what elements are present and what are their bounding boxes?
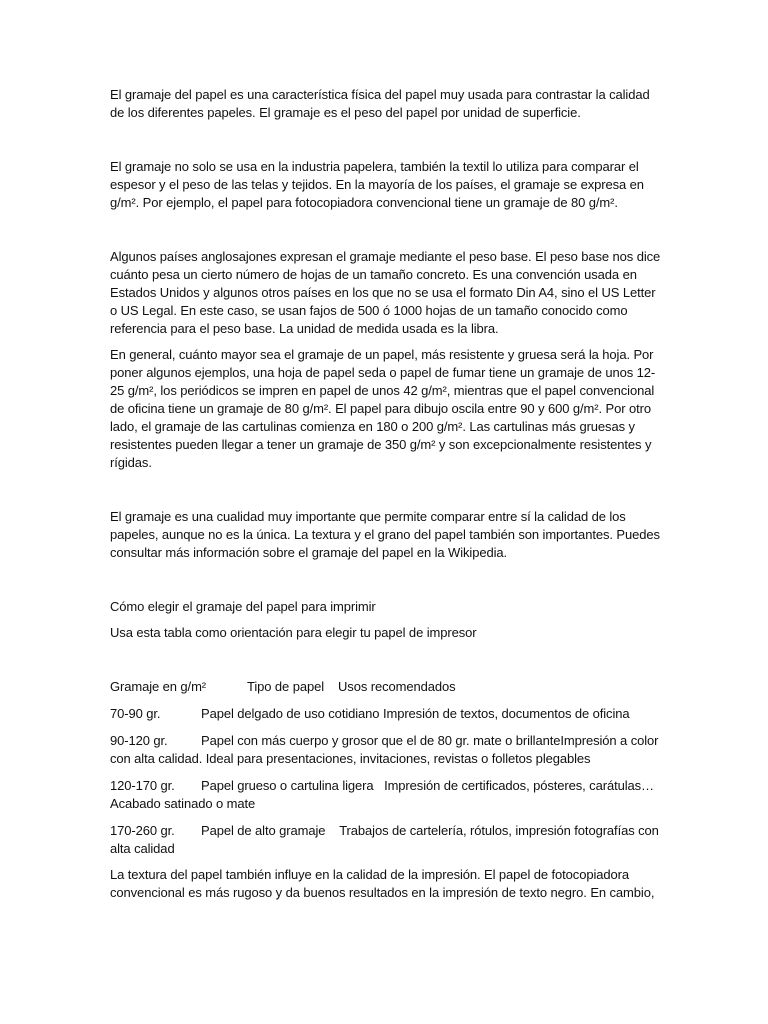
table-cell-tipo: Papel de alto gramaje [201, 823, 326, 838]
table-header-tipo: Tipo de papel [247, 679, 324, 694]
table-cell-gramaje: 90-120 gr. [110, 733, 168, 748]
table-header-usos: Usos recomendados [338, 679, 456, 694]
table-cell-usos: Impresión de textos, documentos de oficina [382, 706, 630, 721]
paragraph-definicion: El gramaje del papel es una característica física del papel muy usada para contrastar la calidad de los diferentes papeles. El gramaje es el peso del papel por unidad de superficie. [110, 87, 650, 120]
table-row [110, 777, 662, 813]
table-row [110, 732, 662, 768]
paragraph-industria: El gramaje no solo se usa en la industria papelera, también la textil lo utiliza para comparar el espesor y el peso de las telas y tejidos. En la mayoría de los países, el gramaje se expresa en g/m². Por ejemplo, el papel para fotocopiadora convencional tiene un gramaje de 80 g/m². [110, 159, 644, 210]
table-cell-gramaje: 170-260 gr. [110, 823, 175, 838]
table-cell-gramaje: 70-90 gr. [110, 706, 161, 721]
table-cell-usos: Trabajos de cartelería, rótulos, impresión fotografías con alta calidad [110, 823, 659, 856]
table-intro: Usa esta tabla como orientación para elegir tu papel de impresor [110, 625, 477, 640]
paragraph-calidad: El gramaje es una cualidad muy importante que permite comparar entre sí la calidad de los papeles, aunque no es la única. La textura y el grano del papel también son importantes. Puedes consultar más información sobre el gramaje del papel en la Wikipedia. [110, 509, 660, 560]
paragraph-ejemplos: En general, cuánto mayor sea el gramaje de un papel, más resistente y gruesa será la hoja. Por poner algunos ejemplos, una hoja de papel seda o papel de fumar tiene un gramaje de unos 12-25 g/m², los periódicos se impren en papel de unos 42 g/m², mientras que el papel convencional de oficina tiene un gramaje de 80 g/m². El papel para dibujo oscila entre 90 y 600 g/m². Por otro lado, el gramaje de las cartulinas comienza en 180 o 200 g/m². Las cartulinas más gruesas y resistentes pueden llegar a tener un gramaje de 350 g/m² y son excepcionalmente resistentes y rígidas. [110, 347, 656, 470]
document-page [110, 86, 662, 902]
table-row [110, 822, 662, 858]
table-cell-tipo: Papel grueso o cartulina ligera [201, 778, 374, 793]
table-header-row [110, 678, 662, 696]
table-cell-tipo: Papel delgado de uso cotidiano [201, 706, 380, 721]
table-cell-usos: Impresión de certificados, pósteres, carátulas… Acabado satinado o mate [110, 778, 654, 811]
paragraph-textura: La textura del papel también influye en la calidad de la impresión. El papel de fotocopiadora convencional es más rugoso y da buenos resultados en la impresión de texto negro. En cambio, [110, 867, 655, 900]
section-heading: Cómo elegir el gramaje del papel para imprimir [110, 599, 376, 614]
table-header-gramaje: Gramaje en g/m² [110, 679, 207, 694]
paragraph-peso-base: Algunos países anglosajones expresan el gramaje mediante el peso base. El peso base nos dice cuánto pesa un cierto número de hojas de un tamaño concreto. Es una convención usada en Estados Unidos y algunos otros países en los que no se usa el formato Din A4, sino el US Letter o US Legal. En este caso, se usan fajos de 500 ó 1000 hojas de un tamaño conocido como referencia para el peso base. La unidad de medida usada es la libra. [110, 249, 661, 336]
table-cell-usos: Impresión a color con alta calidad. Ideal para presentaciones, invitaciones, revistas o folletos plegables [110, 733, 659, 766]
table-cell-tipo: Papel con más cuerpo y grosor que el de 80 gr. mate o brillante [201, 733, 561, 748]
table-cell-gramaje: 120-170 gr. [110, 778, 175, 793]
table-row [110, 705, 662, 723]
